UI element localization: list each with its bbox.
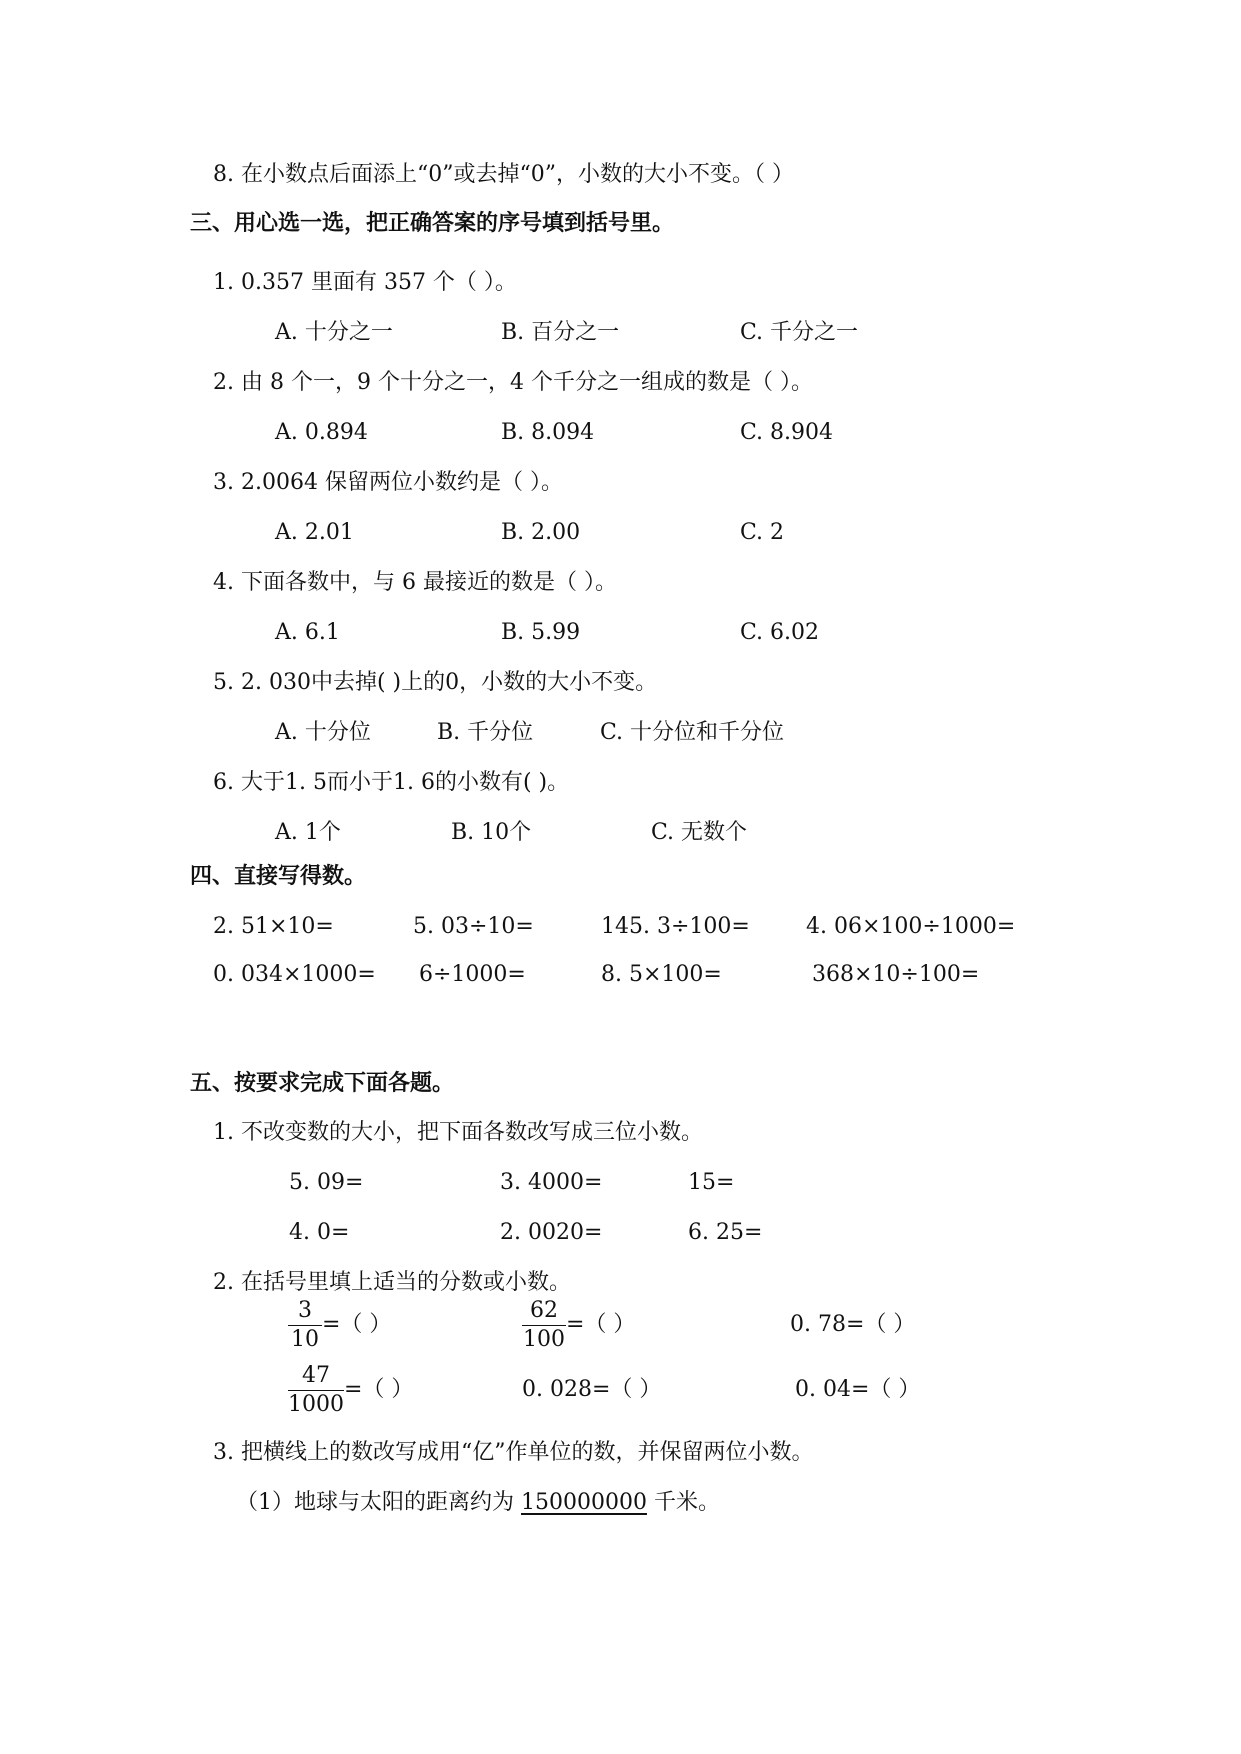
fraction-denominator: 1000	[288, 1392, 344, 1417]
decimal-to-fraction: 0. 04=（ ）	[795, 1377, 921, 1402]
question-1: 1. 不改变数的大小，把下面各数改写成三位小数。	[213, 1120, 703, 1145]
question-4: 4. 下面各数中，与 6 最接近的数是（ ）。	[213, 570, 617, 595]
option-b: B. 2.00	[501, 520, 581, 545]
sub-question-1	[236, 1490, 720, 1516]
rewrite-item: 6. 25=	[688, 1220, 763, 1245]
rewrite-item: 2. 0020=	[500, 1220, 603, 1245]
calc-item: 145. 3÷100=	[601, 914, 750, 939]
question-3: 3. 把横线上的数改写成用“亿”作单位的数，并保留两位小数。	[213, 1440, 814, 1465]
fraction-numerator: 3	[288, 1299, 322, 1326]
question-1: 1. 0.357 里面有 357 个（ ）。	[213, 270, 517, 295]
decimal-to-fraction: 0. 028=（ ）	[522, 1377, 662, 1402]
option-c: C. 6.02	[740, 620, 820, 645]
option-a: A. 十分位	[275, 720, 371, 745]
fraction-answer: =（ ）	[344, 1377, 414, 1402]
section-4-title: 四、直接写得数。	[190, 864, 367, 889]
rewrite-item: 15=	[688, 1170, 735, 1195]
fraction-answer: =（ ）	[322, 1312, 392, 1337]
rewrite-item: 4. 0=	[289, 1220, 350, 1245]
option-c: C. 千分之一	[740, 320, 859, 345]
option-c: C. 十分位和千分位	[600, 720, 785, 745]
question-6: 6. 大于1. 5而小于1. 6的小数有( )。	[213, 770, 570, 795]
rewrite-item: 3. 4000=	[500, 1170, 603, 1195]
fraction	[522, 1299, 566, 1352]
question-2: 2. 由 8 个一，9 个十分之一，4 个千分之一组成的数是（ ）。	[213, 370, 813, 395]
underlined-number: 150000000	[521, 1490, 647, 1515]
decimal-to-fraction: 0. 78=（ ）	[790, 1312, 916, 1337]
option-a: A. 2.01	[275, 520, 354, 545]
fraction-numerator: 47	[288, 1364, 344, 1391]
calc-item: 368×10÷100=	[812, 962, 980, 987]
fraction-answer: =（ ）	[566, 1312, 636, 1337]
option-c: C. 无数个	[651, 820, 748, 845]
sub-question-unit: 千米。	[646, 1490, 720, 1515]
question-8: 8. 在小数点后面添上“0”或去掉“0”，小数的大小不变。（ ）	[213, 162, 794, 187]
calc-item: 8. 5×100=	[601, 962, 722, 987]
fraction-numerator: 62	[522, 1299, 566, 1326]
section-5-title: 五、按要求完成下面各题。	[190, 1071, 455, 1096]
option-c: C. 8.904	[740, 420, 834, 445]
calc-item: 4. 06×100÷1000=	[806, 914, 1016, 939]
option-c: C. 2	[740, 520, 785, 545]
option-b: B. 百分之一	[501, 320, 620, 345]
option-b: B. 5.99	[501, 620, 581, 645]
question-2: 2. 在括号里填上适当的分数或小数。	[213, 1270, 571, 1295]
option-a: A. 十分之一	[275, 320, 393, 345]
section-3-title: 三、用心选一选，把正确答案的序号填到括号里。	[190, 211, 675, 236]
option-a: A. 0.894	[275, 420, 368, 445]
fraction	[288, 1299, 322, 1352]
option-a: A. 6.1	[275, 620, 340, 645]
rewrite-item: 5. 09=	[289, 1170, 364, 1195]
calc-item: 0. 034×1000=	[213, 962, 376, 987]
option-b: B. 10个	[451, 820, 532, 845]
calc-item: 5. 03÷10=	[413, 914, 534, 939]
option-b: B. 8.094	[501, 420, 595, 445]
sub-question-text: （1）地球与太阳的距离约为	[236, 1490, 521, 1515]
fraction-denominator: 100	[523, 1327, 565, 1352]
question-5: 5. 2. 030中去掉( )上的0，小数的大小不变。	[213, 670, 658, 695]
question-3: 3. 2.0064 保留两位小数约是（ ）。	[213, 470, 563, 495]
fraction	[288, 1364, 344, 1417]
fraction-denominator: 10	[291, 1327, 319, 1352]
option-b: B. 千分位	[437, 720, 534, 745]
calc-item: 6÷1000=	[419, 962, 526, 987]
option-a: A. 1个	[275, 820, 341, 845]
calc-item: 2. 51×10=	[213, 914, 334, 939]
